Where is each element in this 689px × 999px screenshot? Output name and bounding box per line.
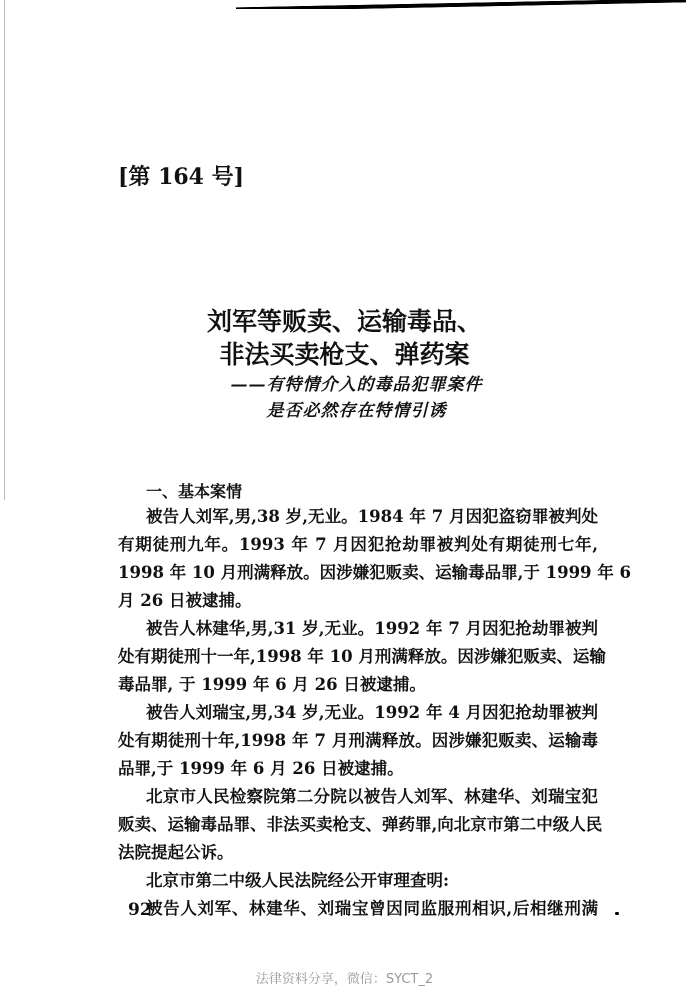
subtitle-line-2: 是否必然存在特情引诱 bbox=[266, 401, 447, 421]
body-line: 被告人刘军,男,38 岁,无业。1984 年 7 月因犯盗窃罪被判处 bbox=[146, 507, 598, 526]
body-line: 被告人刘瑞宝,男,34 岁,无业。1992 年 4 月因犯抢劫罪被判 bbox=[146, 703, 598, 722]
case-number: [第 164 号] bbox=[118, 164, 245, 190]
subtitle-line-1: ——有特情介入的毒品犯罪案件 bbox=[230, 375, 483, 395]
body-line: 北京市人民检察院第二分院以被告人刘军、林建华、刘瑞宝犯 bbox=[146, 787, 598, 806]
body-line: 处有期徒刑十一年,1998 年 10 月刑满释放。因涉嫌犯贩卖、运输 bbox=[118, 647, 606, 666]
body-line: 月 26 日被逮捕。 bbox=[118, 591, 252, 610]
watermark-footer: 法律资料分享，微信：SYCT_2 bbox=[255, 972, 434, 987]
body-line: 被告人林建华,男,31 岁,无业。1992 年 7 月因犯抢劫罪被判 bbox=[146, 619, 598, 638]
body-line: 有期徒刑九年。1993 年 7 月因犯抢劫罪被判处有期徒刑七年, bbox=[118, 535, 598, 554]
body-line: 毒品罪, 于 1999 年 6 月 26 日被逮捕。 bbox=[118, 675, 426, 694]
left-edge-line bbox=[4, 0, 5, 500]
body-line: 法院提起公诉。 bbox=[118, 843, 234, 862]
top-rule bbox=[236, 0, 686, 9]
section-heading: 一、基本案情 bbox=[146, 482, 243, 501]
title-line-1: 刘军等贩卖、运输毒品、 bbox=[206, 307, 482, 336]
body-line: 处有期徒刑十年,1998 年 7 月刑满释放。因涉嫌犯贩卖、运输毒 bbox=[118, 731, 598, 750]
body-line: 1998 年 10 月刑满释放。因涉嫌犯贩卖、运输毒品罪,于 1999 年 6 bbox=[118, 563, 631, 582]
body-line: 北京市第二中级人民法院经公开审理查明: bbox=[146, 871, 450, 890]
body-line: 被告人刘军、林建华、刘瑞宝曾因同监服刑相识,后相继刑满 bbox=[146, 899, 598, 918]
body-line: 贩卖、运输毒品罪、非法买卖枪支、弹药罪,向北京市第二中级人民 bbox=[118, 815, 603, 834]
title-line-2: 非法买卖枪支、弹药案 bbox=[219, 340, 470, 369]
scan-speck bbox=[615, 912, 619, 915]
body-line: 品罪,于 1999 年 6 月 26 日被逮捕。 bbox=[118, 759, 404, 778]
page-number: 92 bbox=[128, 900, 152, 920]
